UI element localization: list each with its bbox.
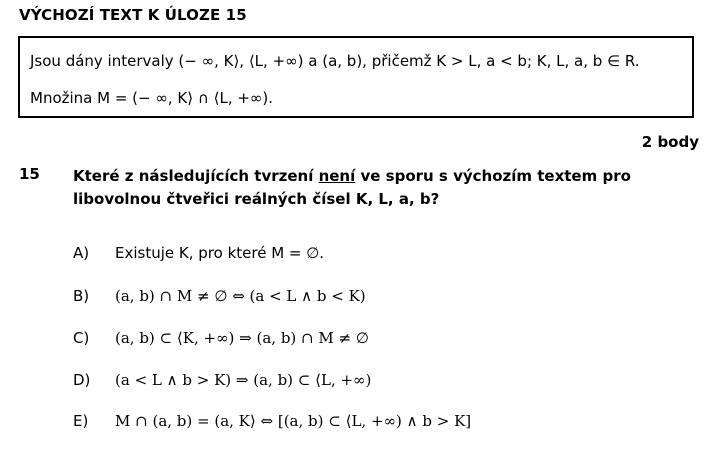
- option-e[interactable]: [73, 412, 471, 430]
- question-text: [73, 165, 698, 211]
- points-label: 2 body: [641, 133, 699, 151]
- option-letter: A): [73, 244, 90, 262]
- option-letter: D): [73, 371, 91, 389]
- option-c[interactable]: [73, 329, 369, 347]
- option-b[interactable]: [73, 287, 366, 305]
- section-heading: VÝCHOZÍ TEXT K ÚLOZE 15: [19, 6, 247, 24]
- option-d[interactable]: [73, 371, 371, 389]
- option-letter: C): [73, 329, 90, 347]
- option-letter: B): [73, 287, 90, 305]
- source-text-line-2: Množina M = (− ∞, K⟩ ∩ ⟨L, +∞).: [30, 89, 274, 107]
- option-statement: (a, b) ∩ M ≠ ∅ ⇔ (a < L ∧ b < K): [115, 287, 366, 305]
- question-number: 15: [19, 165, 40, 183]
- option-letter: E): [73, 412, 89, 430]
- source-text-line-1: Jsou dány intervaly (− ∞, K⟩, ⟨L, +∞) a (a, b), přičemž K > L, a < b; K, L, a, b ∈ R.: [30, 52, 640, 70]
- option-statement: Existuje K, pro které M = ∅.: [115, 244, 325, 262]
- question-text-after: ve sporu s výchozím textem pro libovolnou čtveřici reálných čísel K, L, a, b?: [73, 167, 631, 208]
- option-statement: (a < L ∧ b > K) ⇒ (a, b) ⊂ ⟨L, +∞): [115, 371, 372, 389]
- option-statement: (a, b) ⊂ ⟨K, +∞) ⇒ (a, b) ∩ M ≠ ∅: [115, 329, 369, 347]
- question-text-underlined: není: [318, 167, 356, 185]
- question-text-before: Které z následujících tvrzení: [73, 167, 319, 185]
- option-a[interactable]: [73, 244, 324, 262]
- option-statement: M ∩ (a, b) = (a, K⟩ ⇔ [(a, b) ⊂ ⟨L, +∞) ∧ b > K]: [115, 412, 472, 430]
- source-text-box: [18, 36, 694, 118]
